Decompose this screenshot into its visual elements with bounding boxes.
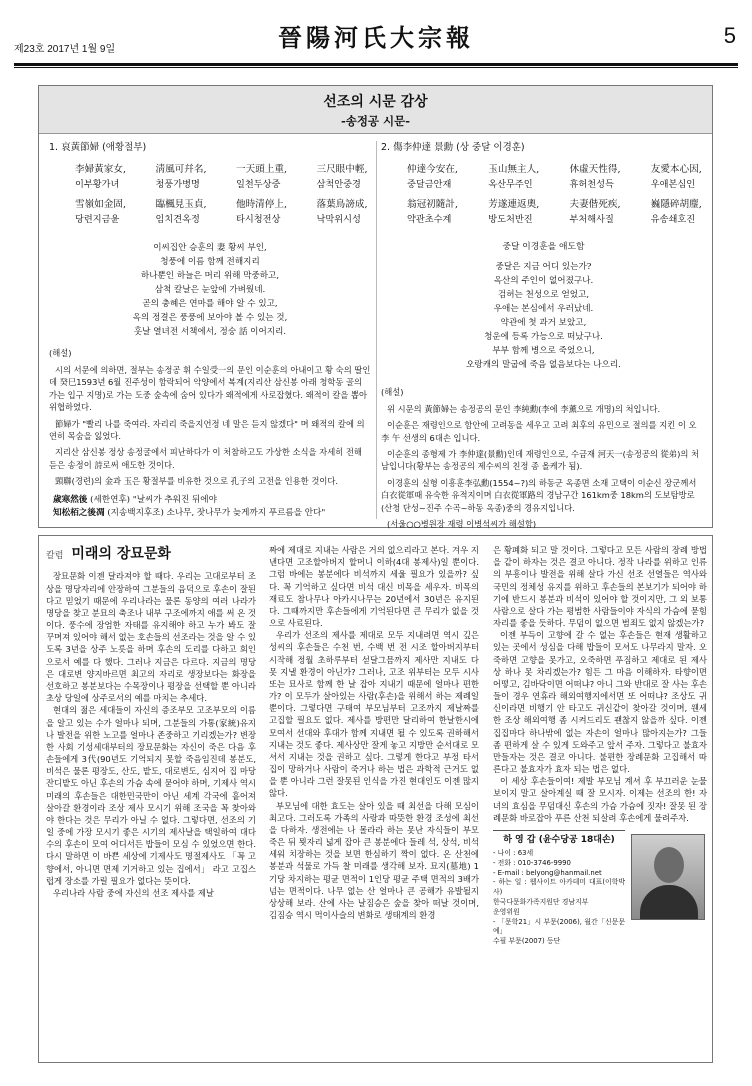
author-detail: 한국다문화가족지원단 경남지부	[493, 898, 589, 907]
commentary	[49, 347, 371, 487]
korean-reading: 우애본심인	[650, 178, 696, 190]
reading-row	[75, 177, 397, 197]
commentary	[381, 386, 706, 530]
verse-line: 중달은 지금 어디 있는가?	[495, 261, 592, 272]
column-text-2	[269, 544, 479, 921]
hanja-line: 臨楓見玉貞,	[155, 199, 207, 211]
verse-line: 약관에 첫 과거 보았고,	[500, 317, 587, 328]
korean-reading: 약관초수계	[407, 214, 452, 226]
column-paragraph: 이 세상 후손들이여! 제발 부모님 계셔 후 부끄러운 눈물 보이지 말고 살아계실 때 잘 모시자. 이제는 선조의 한! 자녀의 효심을 무덤대신 후손의 가슴 가슴에 짓자! 잘못 된 장례문화 바로잡아 푸른 산천 되살려 후손에게 물려주자.	[493, 776, 707, 823]
verse-line: 하나뿐인 하늘은 머리 위해 막중하고,	[140, 270, 280, 281]
opinion-column	[38, 535, 713, 1063]
column-paragraph: 장묘문화 이젠 달라져야 할 때다. 우리는 고대로부터 조상을 명당자리에 안장하여 그분들의 음덕으로 후손이 잘된다고 믿었기 때문에 우리나라는 물론 동양의 여러 나라가 명당을 찾고 분묘의 축조나 내부 구조에까지 애를 써 온 것이다. 풍수에 장엄한 자태를 유지해야 하고 누가 봐도 잘 꾸며져 있어야 해서 없는 호손들의 선조라는 것을 알 수 있도록 3년을 상주 노릇을 하며 후손의 도리를 다하고 회인으로서 예를 다 했다. 그러나 지금은 다르다. 지금의 명당은 대로변 양지바르면 최고의 자리로 생장보다는 화장을 선호하고 봉분보다는 수목장이나 평장을 선택할 뿐 아니라 초상 당일에 상주로서의 예를 마치는 추세다.	[46, 571, 256, 704]
hanja-row	[75, 197, 397, 212]
author-detail: 수필 부문(2007) 등단	[493, 937, 561, 946]
korean-reading: 당련지금윤	[75, 214, 120, 226]
quote-line	[53, 507, 371, 521]
column-paragraph: 짜에 제대로 지내는 사람은 거의 없으리라고 본다. 겨우 지낸다면 고조할아버지 할머니 이하(4대 봉제사)일 뿐이다. 그럼 바에는 봉분에다 비석까지 세울 필요가 있을까? 싶다. 꼭 기억하고 싶다면 비석 대신 비목을 세우자. 비목의 재료도 참나무나 아카시나무는 20년에서 30년은 유지된다. 그때까지만 후손들에게 기억된다면 큰 무리가 없을 것으로 사료된다.	[269, 545, 479, 629]
author-details	[493, 849, 625, 947]
korean-reading: 방도처반진	[488, 214, 533, 226]
korean-reading: 낙막위시성	[316, 214, 361, 226]
commentary-paragraph: 節婦가 "빨리 나를 죽여라. 자리리 죽을지언정 네 말은 듣지 않겠다" 며 왜적의 칼에 의연히 목숨을 잃었다.	[49, 418, 365, 441]
quote-hanja: 歲寒然後	[53, 494, 88, 505]
verse-line: 이씨집안 승훈의 妻 황씨 부인,	[153, 242, 267, 253]
verse-line: 곧의 충혜은 연마를 해야 알 수 있고,	[142, 299, 278, 310]
hanja-line: 翁冠初隨計,	[407, 199, 459, 211]
reading-row	[75, 212, 397, 232]
commentary-paragraph: 이순훈의 종형제 가 李仲達(景勳)인데 재령인으로, 수금재 河天一(송정공의 從弟)의 처남입니다(황부는 송정공의 제수씨의 친정 종 올케가 됨).	[381, 449, 700, 472]
korean-reading: 유송쇄호진	[650, 214, 696, 226]
hanja-line: 他時清停上,	[236, 199, 288, 211]
column-header	[46, 544, 256, 564]
author-detail: - E-mail : belyong@hanmail.net	[493, 868, 602, 877]
poem-header	[39, 86, 712, 134]
poem-heading: 1. 哀黃節婦 (애황절부)	[49, 142, 147, 153]
column-paragraph: 현대의 젊은 세대들이 자신의 증조부모 고조부모의 이름을 알고 있는 수가 얼마나 되며, 그분들의 가통(家統)유지나 발전을 위한 노고를 얼마나 존중하고 기리겠는가? 변장한 사회 기성세대부터의 장묘문화는 자신이 죽은 다음 후손들에게 3代(90년도 기억되지 못할 죽음임진데 봉분도, 비석은 물론 평장도, 산도, 밭도, 대로변도, 심지어 집 마당 잔디밭도 아닌 후손의 가슴 속에 묻어야 하며, 기제사 역시 미래의 후손들은 대한민국만이 아닌 세계 각국에 흩어져 살아갈 환경이라 조상 제사 모시기 위해 조국을 꼭 찾아와야 한다는 것은 무리가 아닐 수 없다. 그렇다면, 선조의 기일 중에 가장 모시기 좋은 시기의 제사날을 택일하여 대다수의 후손이 모여 어디서든 밥들이 모심 수 있었으면 한다. 다시 말하면 이 바쁜 세상에 기제사도 명절제사도 「꼭 고향에서, 아니면 면제 기거하고 있는 집에서」 라고 고집스럽게 장소를 가릴 필요가 없다는 뜻이다.	[46, 705, 256, 886]
hanja-line: 一天頭上重,	[236, 163, 288, 175]
verse-line: 부부 함께 병으로 죽었으니,	[492, 346, 595, 357]
reading-row	[407, 212, 732, 232]
masthead	[14, 16, 738, 62]
commentary-label: (해설)	[49, 348, 72, 359]
hanja-line: 李婦黃家女,	[75, 163, 127, 175]
commentary-credit: (서울○○병원장 재령 이병석씨가 해설함)	[387, 519, 537, 530]
quote-text: 소나무, 잣나무가 늦게까지 푸르름을 안다"	[166, 508, 326, 519]
hanja-line: 巍隱碎胡麈,	[650, 199, 702, 211]
column-paragraph: 은 황폐화 되고 말 것이다. 그렇다고 모든 사람의 장례 방법을 같이 하자는 것은 결코 아니다. 정작 나라를 위하고 인류의 부흥이나 발전을 위해 살다 가신 선조 선열들은 역사와 국민의 정체성 유지를 위하고 후손들의 본보기가 되어야 하기에 반드시 봉분과 비석이 있어야 할 것이지만, 그 외 보통사람으로 살다 가는 평범한 사람들이야 자식의 가슴에 묻힘 자리를 좋을 듯하다. 무덤이 없으면 범죄도 없지 않겠는가?	[493, 545, 707, 629]
poem-translation	[49, 241, 371, 340]
issue-date: 제23호 2017년 1월 9일	[14, 44, 116, 56]
author-detail: - 하는 일 : 웹사이트 아카데미 대표(이학박사)	[493, 878, 625, 897]
verse-line: 옥의 정결은 풍풍에 보아야 볼 수 있는 것,	[132, 313, 288, 324]
korean-reading: 옥산무주인	[488, 178, 533, 190]
column-paragraph: 우리나라 사람 중에 자신의 선조 제사를 제날	[53, 887, 214, 898]
author-detail: 운영위원	[493, 907, 520, 916]
author-profile	[493, 830, 707, 948]
quote-line	[53, 494, 371, 508]
translation-title: 중달 이경훈을 애도함	[502, 241, 585, 252]
poem-left-column	[49, 141, 371, 521]
confucius-quote	[49, 494, 371, 522]
verse-line: 청운에 등록 가능으로 떠났구나.	[484, 332, 603, 342]
commentary-paragraph: 시의 서문에 의하면, 절부는 송정공 휘 수일受一의 문인 이순훈의 아내이고 황 숙의 딸인데 癸巳1593년 6월 진주성이 함락되어 악양에서 복계(지리산 삼신봉 아래 청학동 골의 가는 입구 지명)로 가는 도중 숲속에 숨어 있다가 왜적에게 사로잡혔다. 왜적이 칼을 뽑아 위협하였다.	[49, 364, 371, 413]
commentary-paragraph: 頸聯(경련)의 金과 玉은 황절부를 비유한 것으로 孔子의 고전을 인용한 것이다.	[55, 476, 339, 487]
hanja-row	[407, 162, 732, 177]
commentary-paragraph: 이순훈은 재령인으로 함안에 고려동을 세우고 고려 최후의 유민으로 절의를 지킨 이 오 李 午 선생의 6대손 입니다.	[381, 420, 697, 443]
korean-reading: 부처해사질	[569, 214, 614, 226]
quote-reading: (세한연후)	[90, 494, 131, 505]
author-detail: - 「문학21」시 부문(2006), 월간「신문문예」	[493, 917, 625, 936]
column-paragraph: 이젠 부득이 고향에 갈 수 없는 후손들은 현재 생활하고 있는 곳에서 성심을 다해 밥들이 모셔도 나무라지 말자. 오죽하면 고향을 못가고, 오죽하면 푸짐하고 제대로 된 제사상 하나 못 차리겠는가? 힘든 그 마음 이해하자. 타향이면 어떻고, 김바닥이면 어떠냐? 아니 그와 반대로 잘 사는 후손들이 경우 연휴라 해외여행지에서면 또 어떠냐? 조상도 귀신이라면 비행기 안 타고도 귀신같이 찾아갈 것이며, 웬세한 조상 해외여행 좀 시켜드리도 괜찮지 않을까 싶다. 이젠 집집마다 하나밖에 없는 자손이 얼마나 많아지는가? 그들 좀 편하게 살 수 있게 도와주고 앞서 주자. 그렇다고 불효자 만들자는 것은 결코 아니다. 불편한 장례문화 고집해서 따른다고 불효자가 효자 되는 법은 없다.	[493, 630, 707, 775]
author-info	[493, 830, 625, 947]
korean-reading: 휴허천성득	[569, 178, 614, 190]
hanja-row	[407, 197, 732, 212]
hanja-line: 芳遂連返奧,	[488, 199, 540, 211]
hanja-line: 淸風可幷名,	[155, 163, 207, 175]
quote-hanja: 知松栢之後凋	[53, 508, 105, 519]
hanja-line: 仲達今安在,	[407, 163, 459, 175]
author-detail: - 나이 : 63세	[493, 849, 534, 858]
hanja-line: 休虛天性得,	[569, 163, 621, 175]
hanja-grid	[75, 162, 397, 233]
hanja-line: 夫妻偕死疾,	[569, 199, 621, 211]
author-detail: - 전화 : 010-3746-9990	[493, 858, 571, 867]
korean-reading: 이부황가녀	[75, 178, 120, 190]
quote-reading: (지송백지후조)	[107, 508, 164, 519]
hanja-line: 落葉鳥謗成,	[316, 199, 368, 211]
commentary-paragraph: 이경훈의 실형 이흥훈李弘勳(1554~?)의 하동군 옥종면 소재 고택이 이순신 장군께서 白衣從軍때 유숙한 유적지이며 白衣從軍路의 경남구간 161km중 18km의 도보탐방로 (산청 단성~진주 수곡~하동 옥종)중의 경유지입니다.	[381, 477, 697, 513]
verse-line: 우애는 본심에서 우러났네.	[493, 303, 594, 314]
korean-reading: 일천두상중	[236, 178, 281, 190]
column-text-1	[46, 544, 256, 899]
verse-line: 삼척 칼날은 눈앞에 가벼웠네.	[154, 284, 266, 295]
verse-line: 청풍에 이름 함께 전해지리	[160, 256, 260, 267]
column-paragraph: 우리가 선조의 제사를 제대로 모두 지내려면 역시 깊은 성씨의 후손들은 수천 번, 수백 번 전 시조 할아버지부터 시작해 정월 초하루부터 섣달그믐까지 제사만 지내도 다 못 지낼 환경이 아닌가? 그러나, 고조 위부터는 모두 시사 또는 묘사로 함께 한 날 잡아 지내기 때문에 얼마나 편한가? 이 모두가 살아있는 사람(후손)을 위해서 하는 제례일 뿐이다. 그렇다면 구태여 부모님부터 고조까지 제날짜를 고집할 필요도 없다. 제사를 방편만 달리하여 한날한시에 모여서 선대와 후대가 함께 지내면 될 수 있도록 권하해서 지내는 것도 좋다. 제사상만 잘게 놓고 지방만 순서대로 모셔서 지내는 것을 권하고 싶다. 그렇게 한다고 부정 타서 집이 망하거나 사람이 죽거나 하는 법은 과학적 근거도 없을 뿐 아니라 그런 잘못된 인식을 가진 현대인도 이젠 많지 않다.	[269, 630, 479, 799]
poem-right-column	[381, 141, 706, 535]
verse-line: 옥산의 주인이 없어졌구나.	[493, 275, 594, 286]
newspaper-title: 晉陽河氏大宗報	[278, 23, 474, 52]
korean-reading: 청풍가병명	[155, 178, 200, 190]
hanja-line: 玉山無主人,	[488, 163, 540, 175]
author-name: 하 영 갑 (윤수당공 18대손)	[503, 834, 615, 845]
hanja-grid	[407, 162, 732, 233]
column-title: 미래의 장묘문화	[71, 546, 171, 562]
hanja-line: 雪嶺如金固,	[75, 199, 127, 211]
portrait-body	[640, 885, 698, 920]
column-kicker: 칼럼	[46, 551, 64, 561]
quote-text: "날씨가 추워진 뒤에야	[132, 494, 217, 505]
poem-heading: 2. 傷李仲達 景勳 (상 중달 이경훈)	[381, 142, 525, 153]
poem-section-subtitle: -송정공 시문-	[340, 114, 411, 129]
author-photo	[631, 834, 705, 920]
verse-line: 검허는 천성으로 얻었고,	[497, 289, 590, 300]
hanja-line: 友愛本心因,	[650, 163, 702, 175]
column-paragraph: 부모님에 대한 효도는 살아 있을 때 최선을 다해 모심이 최고다. 그러도록 가족의 사랑과 따뜻한 환경 조성에 최선을 다하자. 생전에는 나 몰라라 하는 못난 자식들이 부모 죽은 뒤 묏자리 넓게 잡아 큰 봉분에다 들레 석, 상석, 비석 세워 치장하는 것을 보면 한심하기 짝이 없다. 온 산천에 봉분과 석물로 가득 찰 미래를 생각해 보자. 묘지(墓地) 1기당 차지하는 평균 면적이 1인당 평균 주택 면적의 3배가 넘는 면적이다. 나무 없는 산 얼마나 큰 공해가 유발될지 상상해 보라. 산에 사는 날짐승은 숲을 찾아 떠날 것이며, 김짐승 역시 먹이사슬의 변화로 생태계의 환경	[269, 800, 479, 921]
reading-row	[407, 177, 732, 197]
hanja-row	[75, 162, 397, 177]
korean-reading: 삼척안중경	[316, 178, 361, 190]
poem-section-title: 선조의 시문 감상	[323, 94, 428, 110]
verse-line: 오랑캐의 말굽에 죽음 없음보다는 나으리.	[466, 360, 621, 371]
poem-translation	[381, 260, 706, 373]
page-number: 5	[723, 23, 736, 48]
portrait-head	[654, 847, 684, 883]
masthead-rule	[14, 63, 738, 66]
korean-reading: 타시청전상	[236, 214, 281, 226]
poem-section	[38, 85, 713, 528]
hanja-line: 三尺眼中輕,	[316, 163, 368, 175]
korean-reading: 임치견옥정	[155, 214, 200, 226]
column-text-3	[493, 544, 707, 948]
commentary-paragraph: 위 시문의 黃節婦는 송정공의 문인 李純勳(李에 李薰으로 개명)의 처입니다.	[387, 403, 661, 414]
commentary-label: (해설)	[381, 387, 404, 398]
commentary-paragraph: 지리산 삼신봉 정상 송정굴에서 피난하다가 이 처참하고도 가상한 소식을 자세히 전해 듣은 송정이 詩로써 애도한 것이다.	[49, 447, 362, 470]
masthead-rule-thin	[14, 67, 738, 68]
verse-line: 훗날 열녀전 서책에서, 정숭 話 이어지리.	[133, 327, 287, 338]
korean-reading: 중달금안재	[407, 178, 452, 190]
